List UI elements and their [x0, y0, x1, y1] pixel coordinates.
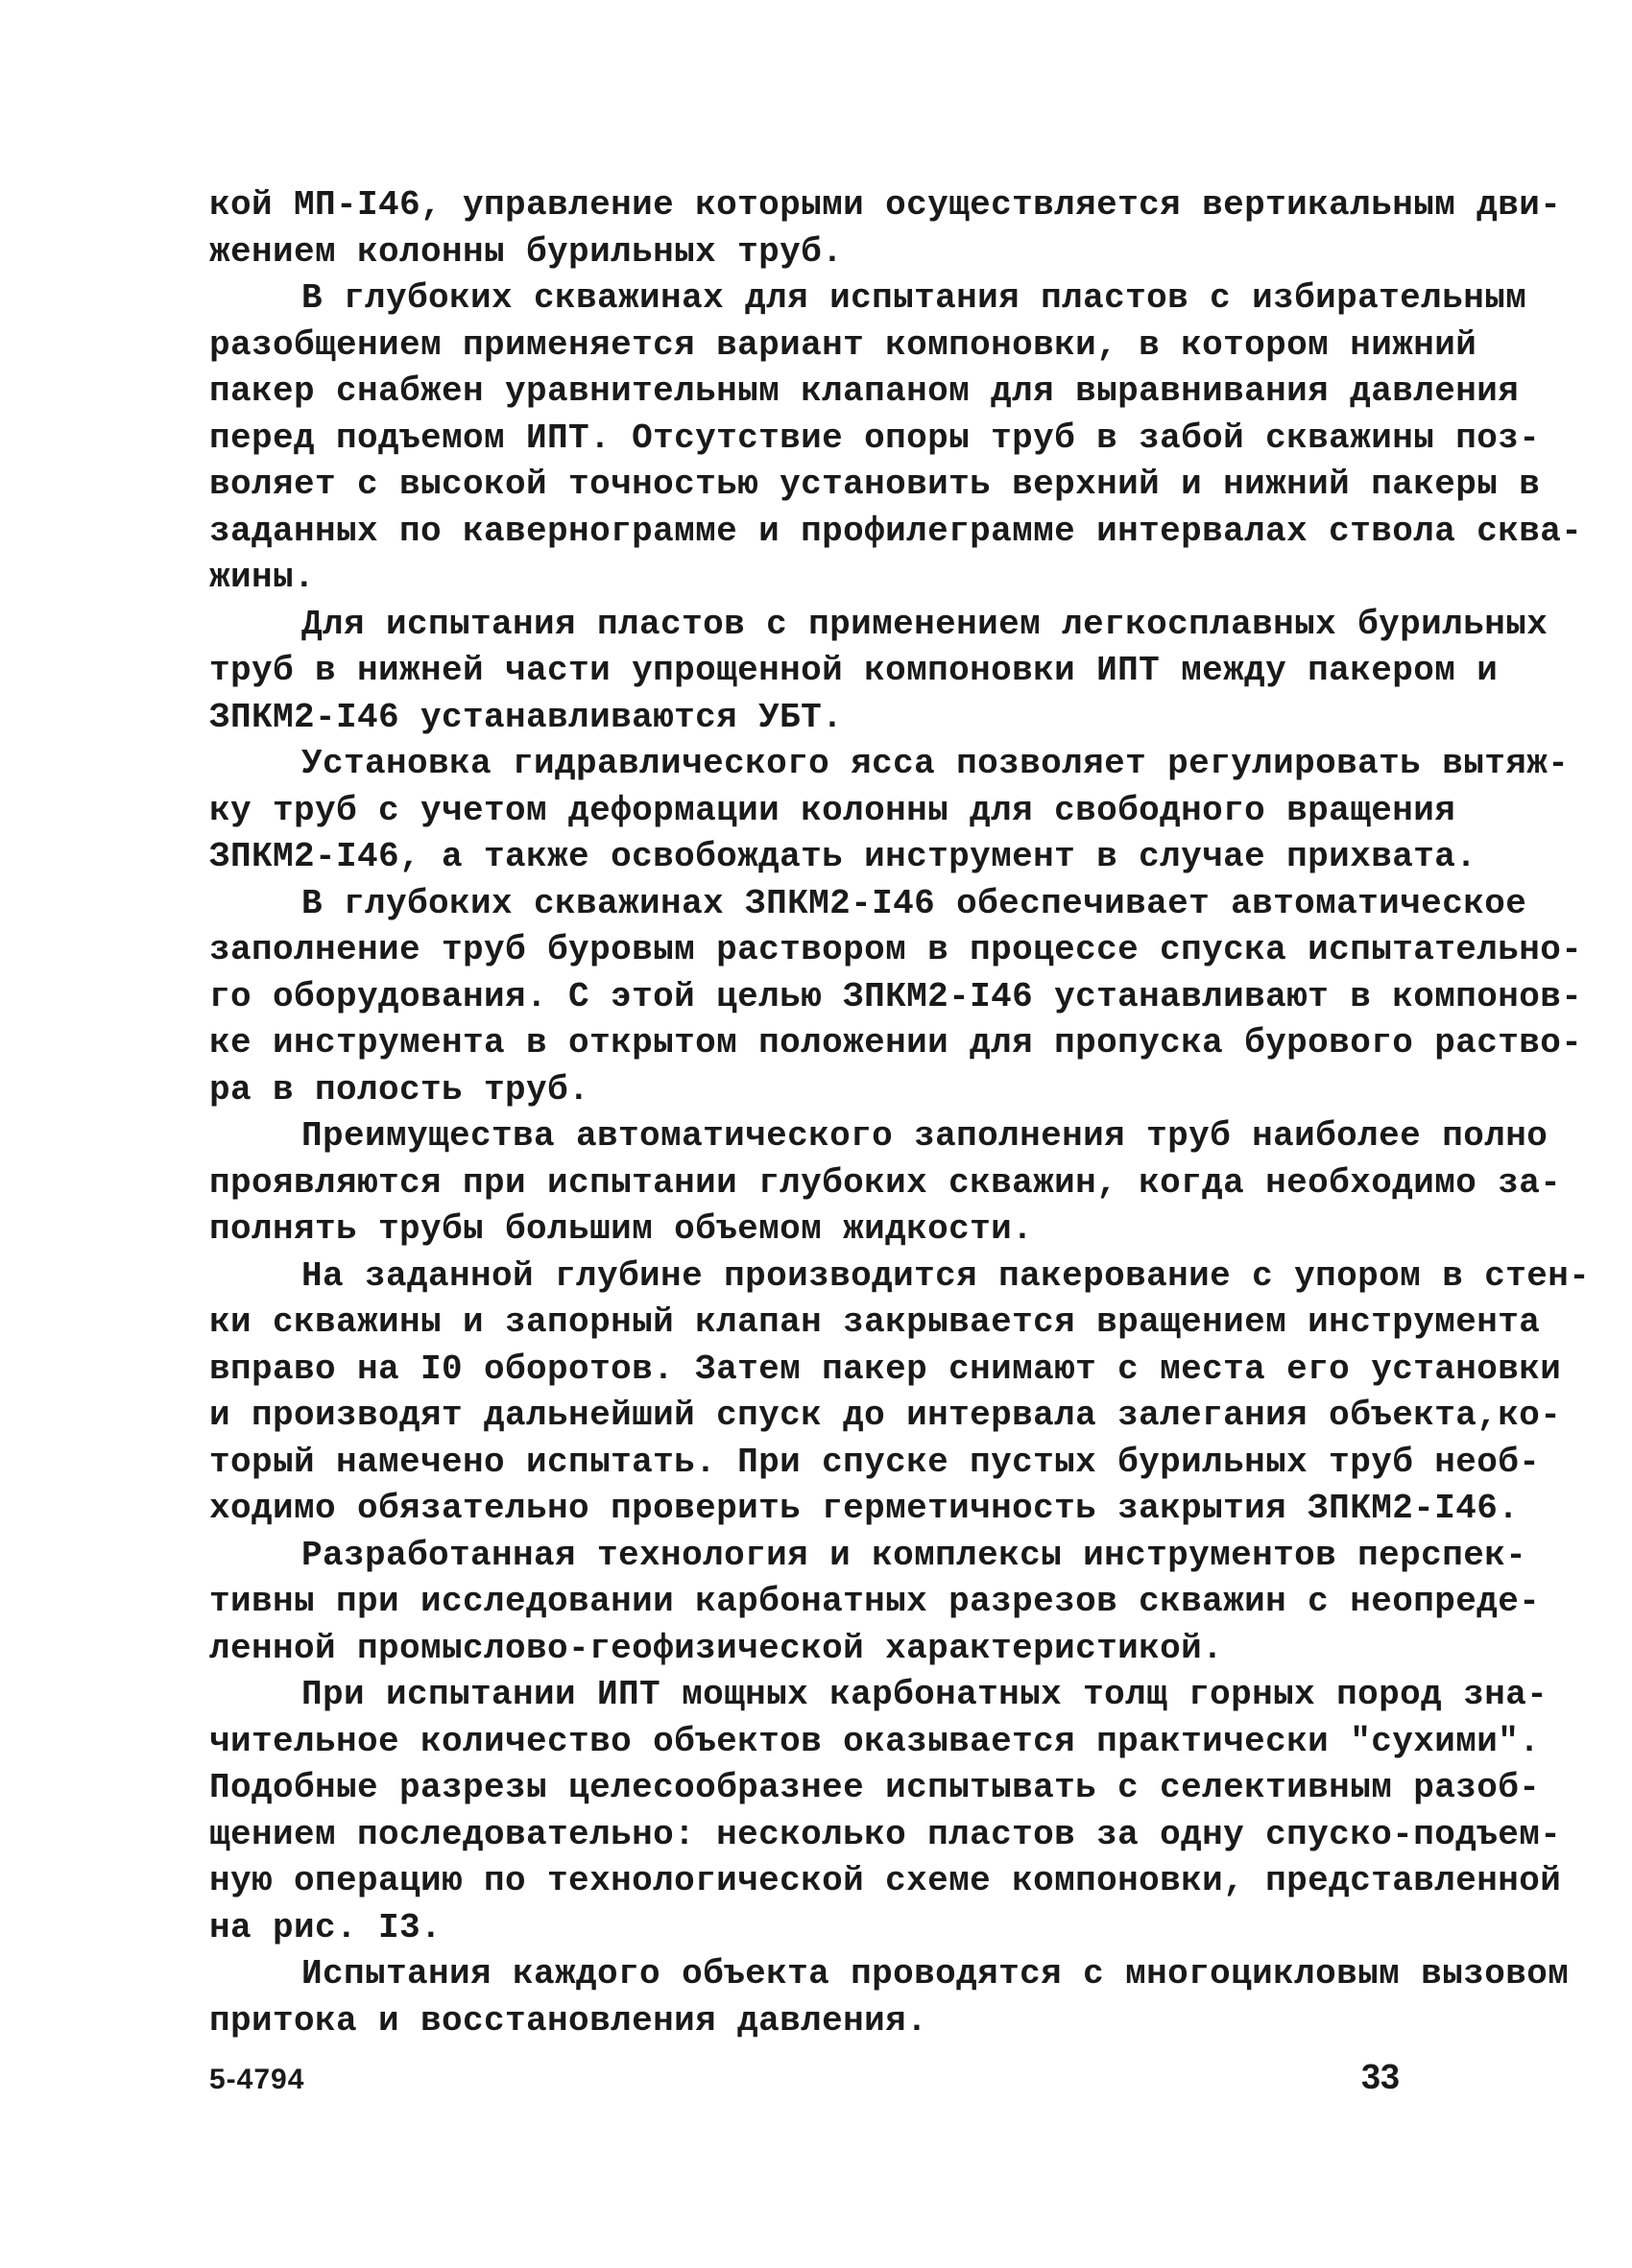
text-line: Разработанная технология и комплексы инструментов перспек- — [301, 1535, 1527, 1575]
text-line: ленной промыслово-геофизической характеристикой. — [209, 1628, 1224, 1668]
text-line: ную операцию по технологической схеме компоновки, представленной — [209, 1861, 1562, 1900]
text-line: воляет с высокой точностью установить верхний и нижний пакеры в — [209, 465, 1541, 504]
text-line: Подобные разрезы целесообразнее испытывать с селективным разоб- — [209, 1768, 1541, 1807]
text-line: ке инструмента в открытом положении для пропуска бурового раство- — [209, 1023, 1583, 1062]
text-line: Для испытания пластов с применением легкосплавных бурильных — [301, 604, 1548, 644]
text-line: ЗПКМ2-I46, а также освобождать инструмент в случае прихвата. — [209, 837, 1477, 876]
text-line: кой МП-I46, управление которыми осуществляется вертикальным дви- — [209, 185, 1562, 225]
text-line: перед подъемом ИПТ. Отсутствие опоры труб в забой скважины поз- — [209, 418, 1541, 458]
text-line: В глубоких скважинах для испытания пластов с избирательным — [301, 278, 1527, 318]
text-line: При испытании ИПТ мощных карбонатных толщ горных пород зна- — [301, 1675, 1548, 1714]
text-line: щением последовательно: несколько пластов за одну спуско-подъем- — [209, 1814, 1562, 1854]
text-line: и производят дальнейший спуск до интервала залегания объекта,ко- — [209, 1396, 1562, 1435]
text-line: Установка гидравлического ясса позволяет регулировать вытяж- — [301, 744, 1570, 783]
text-line: го оборудования. С этой целью ЗПКМ2-I46 устанавливают в компонов- — [209, 976, 1583, 1016]
text-line: В глубоких скважинах ЗПКМ2-I46 обеспечивает автоматическое — [301, 883, 1527, 923]
body-text — [209, 182, 1591, 2044]
text-line: ра в полость труб. — [209, 1069, 590, 1110]
text-line: заданных по кавернограмме и профилеграмме интервалах ствола сква- — [209, 511, 1583, 551]
text-line: ку труб с учетом деформации колонны для свободного вращения — [209, 790, 1456, 830]
text-line: заполнение труб буровым раствором в процессе спуска испытательно- — [209, 930, 1583, 969]
text-line: пакер снабжен уравнительным клапаном для выравнивания давления — [209, 371, 1520, 411]
text-line: проявляются при испытании глубоких скважин, когда необходимо за- — [209, 1162, 1562, 1203]
page-number: 33 — [1361, 2057, 1401, 2096]
text-line: торый намечено испытать. При спуске пустых бурильных труб необ- — [209, 1442, 1541, 1482]
footer-print-code: 5-4794 — [209, 2064, 305, 2095]
text-line: ки скважины и запорный клапан закрывается вращением инструмента — [209, 1302, 1541, 1342]
text-line: ЗПКМ2-I46 устанавливаются УБТ. — [209, 697, 844, 737]
text-line: жины. — [209, 558, 316, 597]
text-line: Преимущества автоматического заполнения труб наиболее полно — [301, 1116, 1548, 1156]
text-line: на рис. I3. — [209, 1907, 443, 1947]
text-line: жением колонны бурильных труб. — [209, 231, 844, 272]
text-line: чительное количество объектов оказывается практически "сухими". — [209, 1721, 1541, 1761]
text-line: На заданной глубине производится пакерование с упором в стен- — [301, 1255, 1591, 1296]
text-line: тивны при исследовании карбонатных разрезов скважин с неопреде- — [209, 1582, 1541, 1621]
text-line: ходимо обязательно проверить герметичность закрытия ЗПКМ2-I46. — [209, 1489, 1520, 1528]
text-line: разобщением применяется вариант компоновки, в котором нижний — [209, 324, 1477, 365]
text-line: полнять трубы большим объемом жидкости. — [209, 1209, 1034, 1249]
text-line: Испытания каждого объекта проводятся с многоцикловым вызовом — [301, 1954, 1570, 1993]
text-line: вправо на I0 оборотов. Затем пакер снимают с места его установки — [209, 1349, 1562, 1389]
text-line: труб в нижней части упрощенной компоновки ИПТ между пакером и — [209, 651, 1499, 690]
text-line: притока и восстановления давления. — [209, 2000, 928, 2041]
